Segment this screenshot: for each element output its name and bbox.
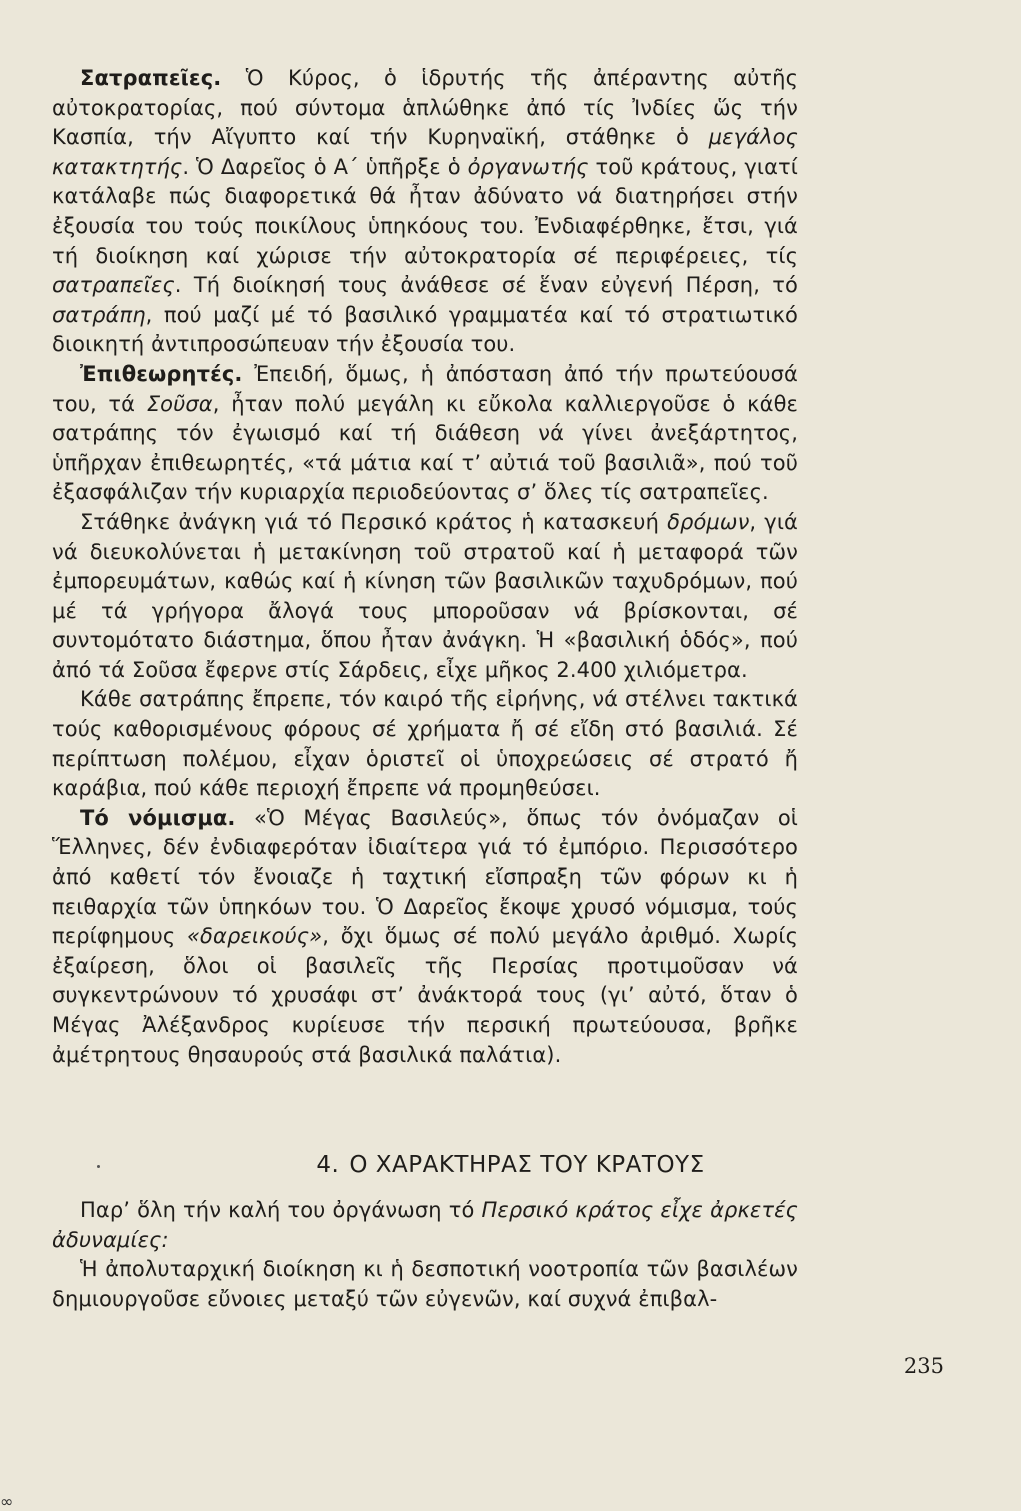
text-run: Κάθε σατράπης ἔπρεπε, τόν καιρό τῆς εἰρήνης, νά στέλνει τακτικά τούς καθορισμένους φόρους σέ χρήματα ἤ σέ εἴδη στό βασιλιά. Σέ περίπτωση πολέμου, εἶχαν ὁριστεῖ οἱ ὑποχρεώσεις σέ στρατό ἤ καράβια, πού κάθε περιοχή ἔπρεπε νά προμηθεύσει. <box>52 687 798 801</box>
paragraph-satrapies <box>52 64 798 360</box>
text-run: Ὁ Κύρος, ὁ ἱδρυτής τῆς ἀπέραντης αὐτῆς αὐτοκρατορίας, πού σύντομα ἁπλώθηκε ἀπό τίς Ἰνδίες ὥς τήν Κασπία, τήν Αἴγυπτο καί τήν Κυρηναϊκή, στάθηκε ὁ <box>52 66 798 150</box>
italic-term: δρόμων <box>667 509 750 534</box>
paragraph-taxes <box>52 685 798 803</box>
paragraph-inspectors <box>52 360 798 508</box>
paragraph-weaknesses <box>52 1196 798 1255</box>
paragraph-absolutism <box>52 1255 798 1314</box>
section-text <box>52 1196 798 1314</box>
text-run: Στάθηκε ἀνάγκη γιά τό Περσικό κράτος ἡ κατασκευή <box>80 509 668 534</box>
italic-term: Σοῦσα <box>146 391 213 416</box>
text-run: . Τή διοίκησή τους ἀνάθεσε σέ ἕναν εὐγενή Πέρση, τό <box>174 273 798 298</box>
text-run: «Ὁ Μέγας Βασιλεύς», ὅπως τόν ὀνόμαζαν οἱ Ἕλληνες, δέν ἐνδιαφερόταν ἰδιαίτερα γιά τό ἐμπόριο. Περισσότερο ἀπό καθετί τόν ἔνοιαζε ἡ ταχτική εἴσπραξη τῶν φόρων κι ἡ πειθαρχία τῶν ὑπηκόων του. Ὁ Δαρεῖος ἔκοψε χρυσό νόμισμα, τούς περίφημους <box>52 805 798 949</box>
margin-mark: ∞ <box>0 1492 14 1511</box>
section-title <box>0 1152 1021 1178</box>
text-run: Ἡ ἀπολυταρχική διοίκηση κι ἡ δεσποτική νοοτροπία τῶν βασιλέων δημιουργοῦσε εὔνοιες μεταξύ τῶν εὐγενῶν, καί συχνά ἐπιβαλ- <box>52 1257 798 1311</box>
main-text <box>52 64 798 1070</box>
heading-inspectors: Ἐπιθεωρητές. <box>80 361 243 386</box>
section-number: 4. <box>316 1152 340 1178</box>
text-run: , πού μαζί μέ τό βασιλικό γραμματέα καί τό στρατιωτικό διοικητή ἀντιπροσώπευαν τήν ἐξουσία του. <box>52 302 798 357</box>
italic-term: σατράπη <box>52 302 146 327</box>
italic-term: «δαρεικούς» <box>187 924 323 949</box>
heading-coinage: Τό νόμισμα. <box>80 805 236 830</box>
text-run: , γιά νά διευκολύνεται ἡ μετακίνηση τοῦ στρατοῦ καί ἡ μεταφορά τῶν ἐμπορευμάτων, καθώς καί ἡ κίνηση τῶν βασιλικῶν ταχυδρόμων, πού μέ τά γρήγορα ἄλογά τους μποροῦσαν νά βρίσκονται, σέ συντομότατο διάστημα, ὅπου ἦταν ἀνάγκη. Ἡ «βασιλική ὁδός», πού ἀπό τά Σοῦσα ἔφερνε στίς Σάρδεις, εἶχε μῆκος 2.400 χιλιόμετρα. <box>52 509 798 682</box>
text-run: , ὄχι ὅμως σέ πολύ μεγάλο ἀριθμό. Χωρίς ἐξαίρεση, ὅλοι οἱ βασιλεῖς τῆς Περσίας προτιμοῦσαν νά συγκεντρώνουν τό χρυσάφι στ’ ἀνάκτορά τους (γι’ αὐτό, ὅταν ὁ Μέγας Ἀλέξανδρος κυρίευσε τήν περσική πρωτεύουσα, βρῆκε ἀμέτρητους θησαυρούς στά βασιλικά παλάτια). <box>52 924 798 1067</box>
paragraph-roads <box>52 508 798 686</box>
text-run: Παρ’ ὅλη τήν καλή του ὀργάνωση τό <box>80 1198 482 1222</box>
italic-term: σατραπεῖες <box>52 273 175 298</box>
paragraph-coinage <box>52 804 798 1070</box>
heading-satrapies: Σατραπεῖες. <box>80 66 222 90</box>
italic-term: μεγάλος κατακτητής <box>52 125 798 179</box>
text-run: , ἦταν πολύ μεγάλη κι εὔκολα καλλιεργοῦσε ὁ κάθε σατράπης τόν ἐγωισμό καί τή διάθεση νά γίνει ἀνεξάρτητος, ὑπῆρχαν ἐπιθεωρητές, «τά μάτια καί τ’ αὐτιά τοῦ βασιλιᾶ», πού τοῦ ἐξασφάλιζαν τήν κυριαρχία περιοδεύοντας σ’ ὅλες τίς σατραπεῖες. <box>52 391 798 505</box>
italic-term: ὀργανωτής <box>467 154 589 179</box>
text-run: Ἐπειδή, ὅμως, ἡ ἀπόσταση ἀπό τήν πρωτεύουσά του, τά <box>52 361 798 416</box>
italic-term: Περσικό κράτος εἶχε ἀρκετές ἀδυναμίες: <box>52 1198 798 1252</box>
text-run: . Ὁ Δαρεῖος ὁ Α΄ ὑπῆρξε ὁ <box>182 154 468 179</box>
section-title-text: Ο ΧΑΡΑΚΤΗΡΑΣ ΤΟΥ ΚΡΑΤΟΥΣ <box>349 1152 705 1178</box>
text-run: τοῦ κράτους, γιατί κατάλαβε πώς διαφορετικά θά ἦταν ἀδύνατο νά διατηρήσει στήν ἐξουσία του τούς ποικίλους ὑπηκόους του. Ἐνδιαφέρθηκε, ἔτσι, γιά τή διοίκηση καί χώρισε τήν αὐτοκρατορία σέ περιφέρειες, τίς <box>52 154 798 268</box>
page-number: 235 <box>903 1354 944 1378</box>
